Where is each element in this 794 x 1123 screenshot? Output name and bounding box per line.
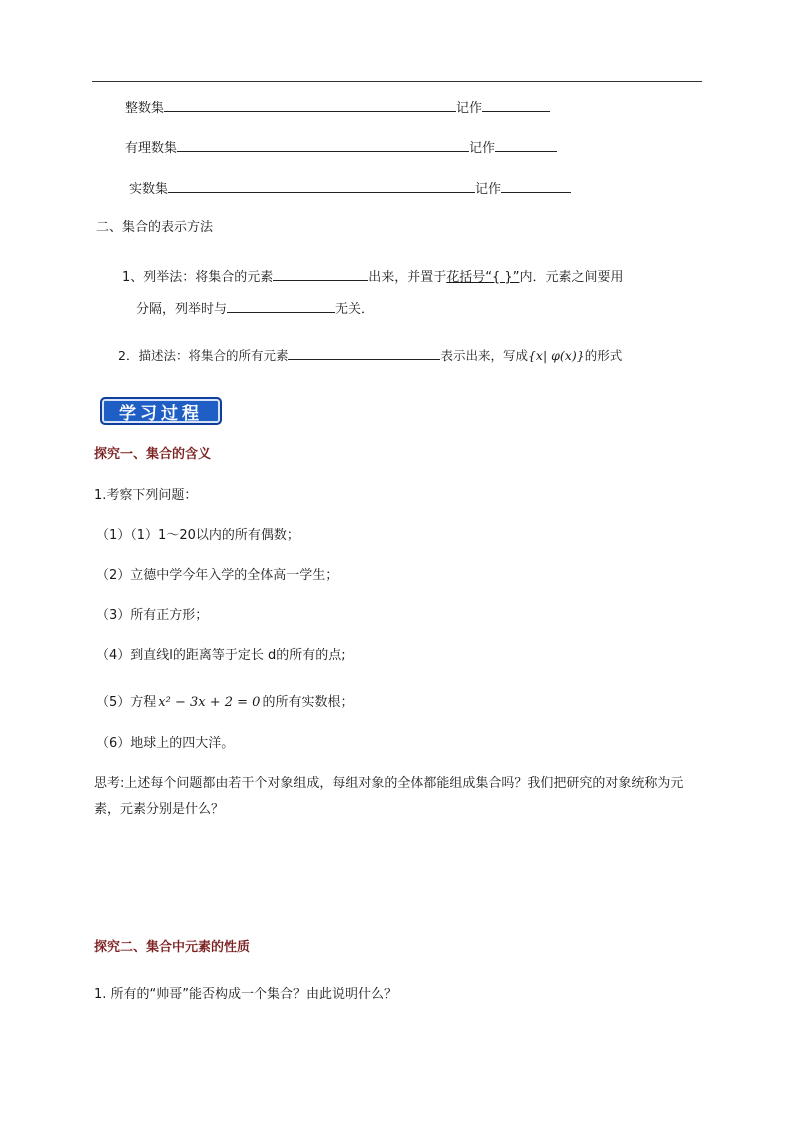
set-row-integers: [125, 97, 550, 118]
desc-method-line: [118, 345, 622, 365]
set-row-reals: [129, 178, 571, 199]
set-builder-formula: {x| φ(x)}: [527, 348, 585, 363]
set-label: 有理数集: [125, 141, 178, 156]
text-segment: 2．描述法：将集合的所有元素: [118, 348, 289, 363]
explore1-title: 探究一、集合的含义: [94, 447, 212, 462]
text-segment: 1、列举法：将集合的元素: [122, 270, 274, 285]
set-suffix: 记作: [456, 101, 483, 116]
fill-blank[interactable]: [495, 137, 557, 152]
think-paragraph: 思考:上述每个问题都由若干个对象组成，每组对象的全体都能组成集合吗？我们把研究的对象统称为元素，元素分别是什么？: [94, 776, 684, 817]
question-item: （3）所有正方形；: [96, 608, 209, 623]
set-row-rationals: [125, 137, 557, 158]
set-label: 整数集: [125, 101, 165, 116]
fill-blank[interactable]: [273, 266, 368, 281]
set-label: 实数集: [129, 182, 169, 197]
question-item: （1）（1）1～20以内的所有偶数；: [96, 528, 300, 543]
list-method-line1: [122, 266, 623, 287]
question-item: （4）到直线l的距离等于定长 d的所有的点;: [96, 648, 346, 663]
question-item-equation: [96, 694, 353, 712]
list-method-line2: [136, 298, 374, 319]
section-heading: 二、集合的表示方法: [96, 220, 214, 235]
set-suffix: 记作: [469, 141, 496, 156]
explore2-question: 1. 所有的“帅哥”能否构成一个集合？由此说明什么？: [94, 987, 398, 1002]
text-segment: 的形式: [584, 348, 623, 363]
fill-blank[interactable]: [288, 345, 440, 360]
explore1-intro: 1.考察下列问题：: [94, 488, 198, 503]
text-segment: 表示出来，写成: [440, 348, 528, 363]
equation: x² − 3x + 2 = 0: [158, 695, 261, 710]
question-item: （6）地球上的四大洋。: [96, 736, 235, 751]
header-rule: [92, 81, 702, 82]
fill-blank[interactable]: [177, 137, 469, 152]
text-segment: 无关．: [335, 302, 375, 317]
fill-blank[interactable]: [501, 178, 571, 193]
set-suffix: 记作: [475, 182, 502, 197]
fill-blank[interactable]: [227, 298, 335, 313]
text-segment: 出来，并置于: [368, 270, 447, 285]
fill-blank[interactable]: [168, 178, 475, 193]
text-segment: 的所有实数根；: [262, 695, 354, 710]
learning-process-badge: 学习过程: [100, 397, 222, 425]
text-segment: （5）方程: [96, 695, 157, 710]
braces-text: 花括号“{ }”: [446, 270, 520, 285]
explore2-title: 探究二、集合中元素的性质: [94, 940, 251, 955]
text-segment: 分隔，列举时与: [136, 302, 228, 317]
fill-blank[interactable]: [482, 97, 550, 112]
text-segment: 内．元素之间要用: [519, 270, 624, 285]
question-item: （2）立德中学今年入学的全体高一学生；: [96, 568, 339, 583]
fill-blank[interactable]: [164, 97, 456, 112]
